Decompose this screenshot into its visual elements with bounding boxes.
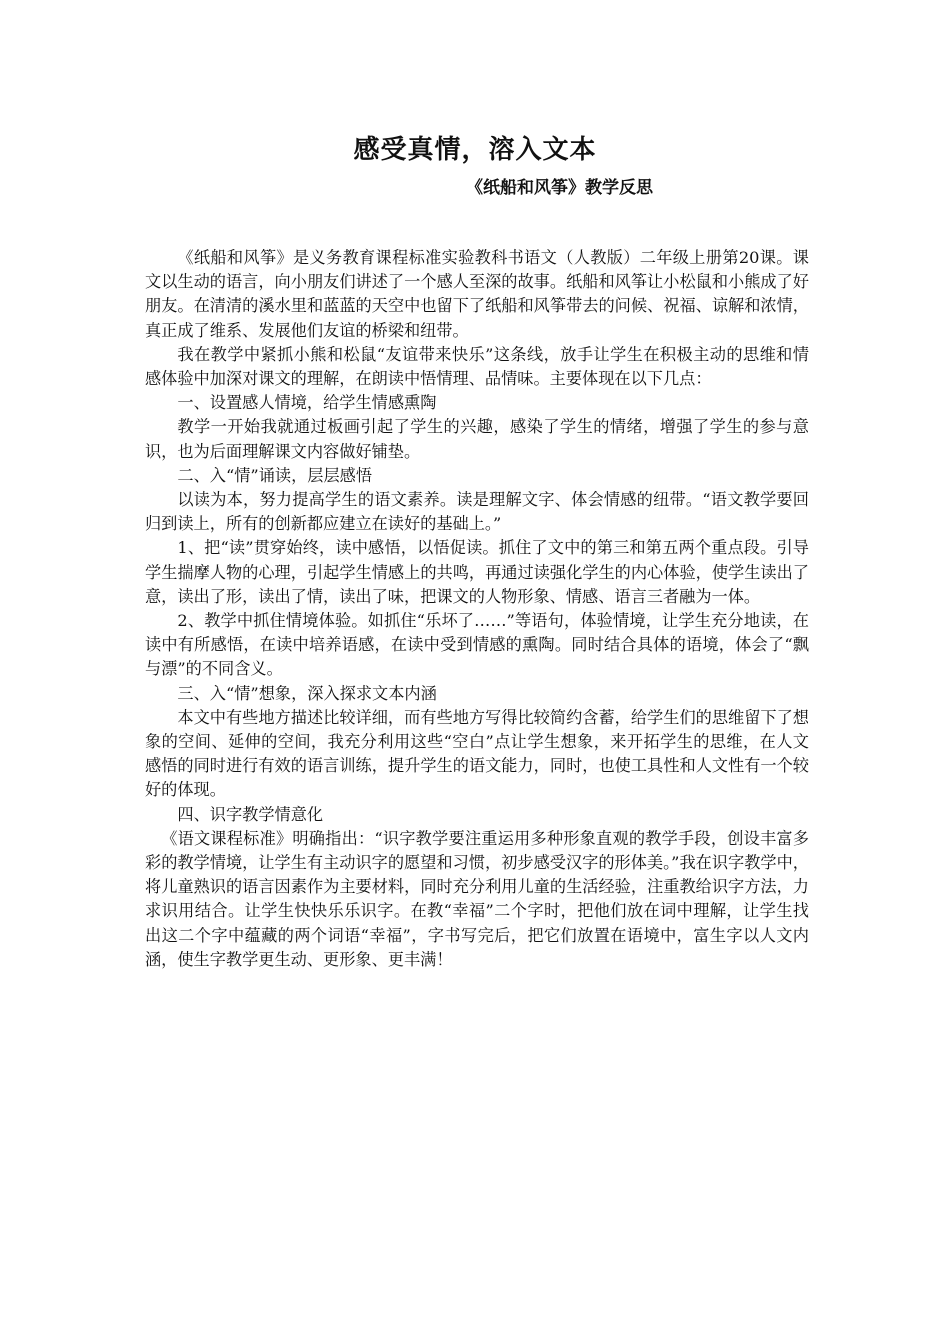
section-heading-3: 三、入“情”想象，深入探求文本内涵	[177, 683, 437, 703]
paragraph-point-1: 1、把“读”贯穿始终，读中感悟，以悟促读。抓住了文中的第三和第五两个重点段。引导学生揣摩人物的心理，引起学生情感上的共鸣，再通过读强化学生的内心体验，使学生读出了意，读出了形，读出了情，读出了味，把课文的人物形象、情感、语言三者融为一体。	[145, 538, 809, 606]
paragraph-approach: 我在教学中紧抓小熊和松鼠“友谊带来快乐”这条线，放手让学生在积极主动的思维和情感体验中加深对课文的理解，在朗读中悟情理、品情味。主要体现在以下几点：	[145, 344, 809, 389]
paragraph-section-3: 本文中有些地方描述比较详细，而有些地方写得比较简约含蓄，给学生们的思维留下了想象的空间、延伸的空间，我充分利用这些“空白”点让学生想象，来开拓学生的思维，在人文感悟的同时进行有效的语言训练，提升学生的语文能力，同时，也使工具性和人文性有一个较好的体现。	[145, 707, 809, 800]
document-title: 感受真情，溶入文本	[353, 135, 597, 165]
paragraph-section-2: 以读为本，努力提高学生的语文素养。读是理解文字、体会情感的纽带。“语文教学要回归到读上，所有的创新都应建立在读好的基础上。”	[145, 490, 809, 534]
section-heading-1: 一、设置感人情境，给学生情感熏陶	[177, 393, 437, 413]
section-heading-2: 二、入“情”诵读，层层感悟	[177, 465, 373, 485]
paragraph-point-2: 2、教学中抓住情境体验。如抓住“乐坏了……”等语句，体验情境，让学生充分地读，在读中有所感悟，在读中培养语感，在读中受到情感的熏陶。同时结合具体的语境，体会了“飘与漂”的不同含义。	[145, 611, 809, 679]
paragraph-section-4: 《语文课程标准》明确指出：“识字教学要注重运用多种形象直观的教学手段，创设丰富多彩的教学情境，让学生有主动识字的愿望和习惯，初步感受汉字的形体美。”我在识字教学中，将儿童熟识的语言因素作为主要材料，同时充分利用儿童的生活经验，注重教给识字方法，力求识用结合。让学生快快乐乐识字。在教“幸福”二个字时，把他们放在词中理解，让学生找出这二个字中蕴藏的两个词语“幸福”，字书写完后，把它们放置在语境中，富生字以人文内涵，使生字教学更生动、更形象、更丰满！	[145, 828, 809, 969]
document-subtitle: 《纸船和风筝》教学反思	[466, 178, 653, 198]
document-body	[145, 246, 809, 972]
paragraph-intro: 《纸船和风筝》是义务教育课程标准实验教科书语文（人教版）二年级上册第20课。课文以生动的语言，向小朋友们讲述了一个感人至深的故事。纸船和风筝让小松鼠和小熊成了好朋友。在清清的溪水里和蓝蓝的天空中也留下了纸船和风筝带去的问候、祝福、谅解和浓情，真正成了维系、发展他们友谊的桥梁和纽带。	[145, 248, 809, 340]
paragraph-section-1: 教学一开始我就通过板画引起了学生的兴趣，感染了学生的情绪，增强了学生的参与意识，也为后面理解课文内容做好铺垫。	[145, 417, 809, 461]
section-heading-4: 四、识字教学情意化	[177, 804, 324, 824]
